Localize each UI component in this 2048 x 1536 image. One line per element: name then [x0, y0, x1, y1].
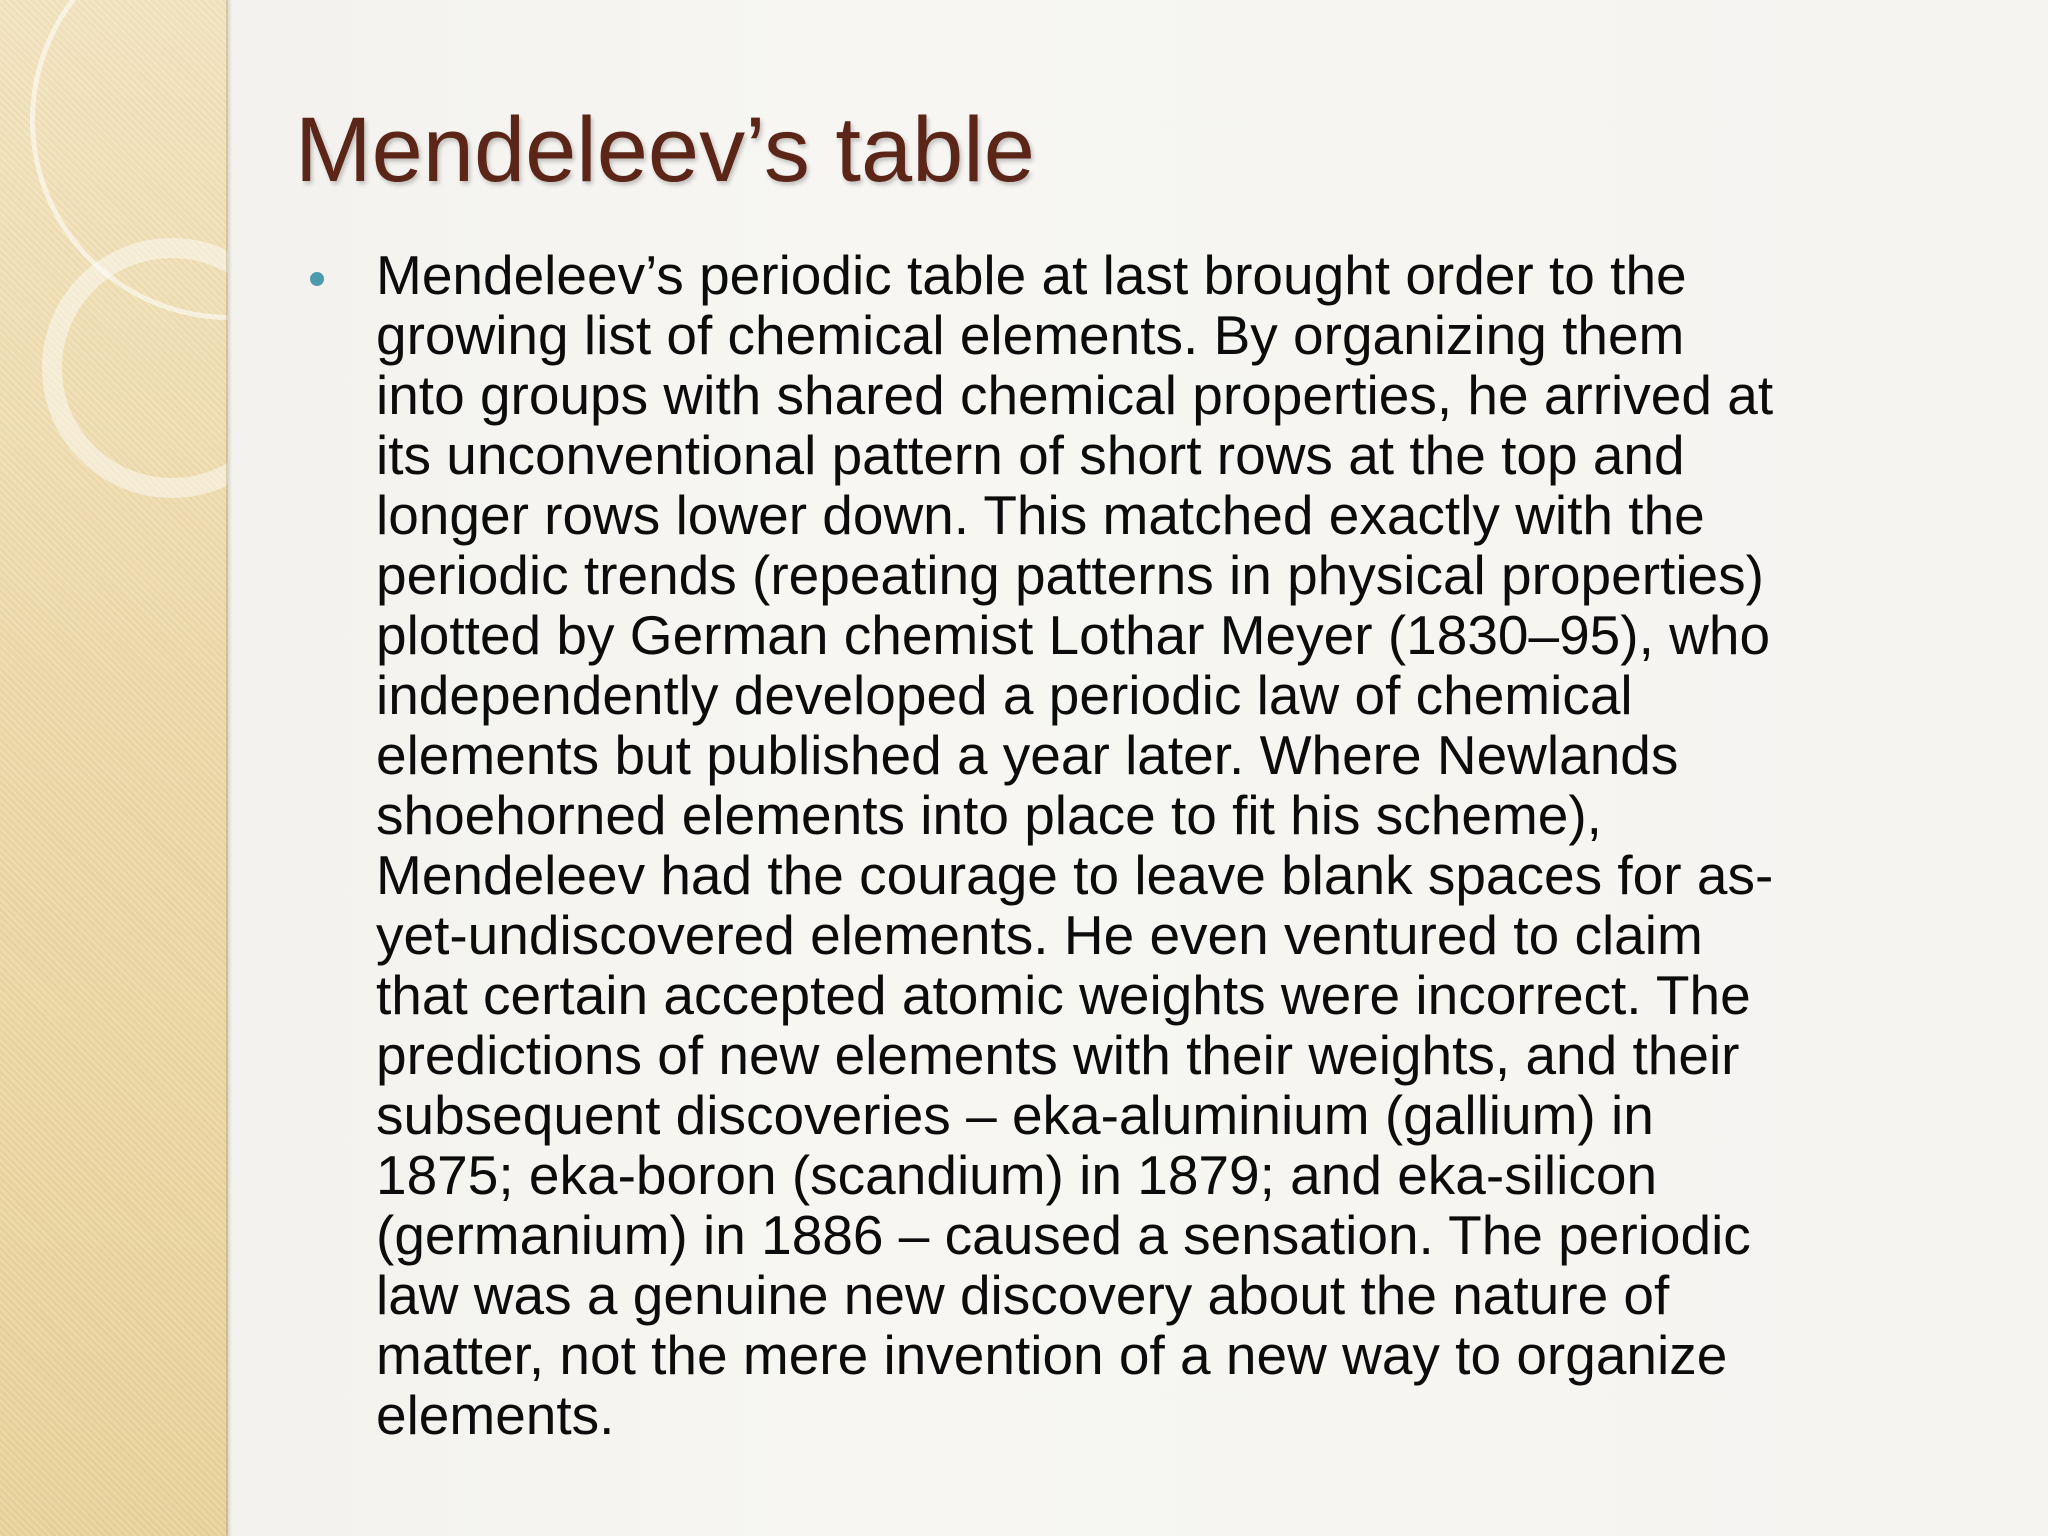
paragraph-line: shoehorned elements into place to fit his scheme),	[376, 784, 1602, 846]
slide-title: Mendeleev’s table	[295, 99, 1035, 201]
paragraph-line: (germanium) in 1886 – caused a sensation. The periodic	[376, 1204, 1751, 1266]
decorative-ring-small	[42, 238, 228, 498]
bullet-paragraph	[310, 245, 2010, 1445]
paragraph-line: longer rows lower down. This matched exactly with the	[376, 484, 1705, 546]
paragraph-line: subsequent discoveries – eka-aluminium (gallium) in	[376, 1084, 1654, 1146]
paragraph-line: elements but published a year later. Where Newlands	[376, 724, 1679, 786]
paragraph-line: Mendeleev’s periodic table at last brought order to the	[376, 244, 1687, 306]
paragraph-line: periodic trends (repeating patterns in physical properties)	[376, 544, 1764, 606]
paragraph-line: independently developed a periodic law of chemical	[376, 664, 1633, 726]
paragraph-line: Mendeleev had the courage to leave blank spaces for as-	[376, 844, 1774, 906]
paragraph-line: yet-undiscovered elements. He even ventured to claim	[376, 904, 1703, 966]
side-panel-edge	[226, 0, 232, 1536]
paragraph-line: into groups with shared chemical properties, he arrived at	[376, 364, 1774, 426]
paragraph-line: that certain accepted atomic weights were incorrect. The	[376, 964, 1751, 1026]
paragraph-line: law was a genuine new discovery about the nature of	[376, 1264, 1670, 1326]
paragraph-line: predictions of new elements with their weights, and their	[376, 1024, 1740, 1086]
paragraph-line: its unconventional pattern of short rows at the top and	[376, 424, 1685, 486]
paragraph-line: matter, not the mere invention of a new way to organize	[376, 1324, 1728, 1386]
paragraph-line: growing list of chemical elements. By organizing them	[376, 304, 1685, 366]
decorative-side-panel	[0, 0, 228, 1536]
paragraph-line: elements.	[376, 1384, 615, 1446]
paragraph-line: plotted by German chemist Lothar Meyer (1830–95), who	[376, 604, 1771, 666]
slide-body	[310, 245, 2010, 1445]
paragraph-line: 1875; eka-boron (scandium) in 1879; and eka-silicon	[376, 1144, 1658, 1206]
bullet-dot-icon	[310, 272, 324, 286]
